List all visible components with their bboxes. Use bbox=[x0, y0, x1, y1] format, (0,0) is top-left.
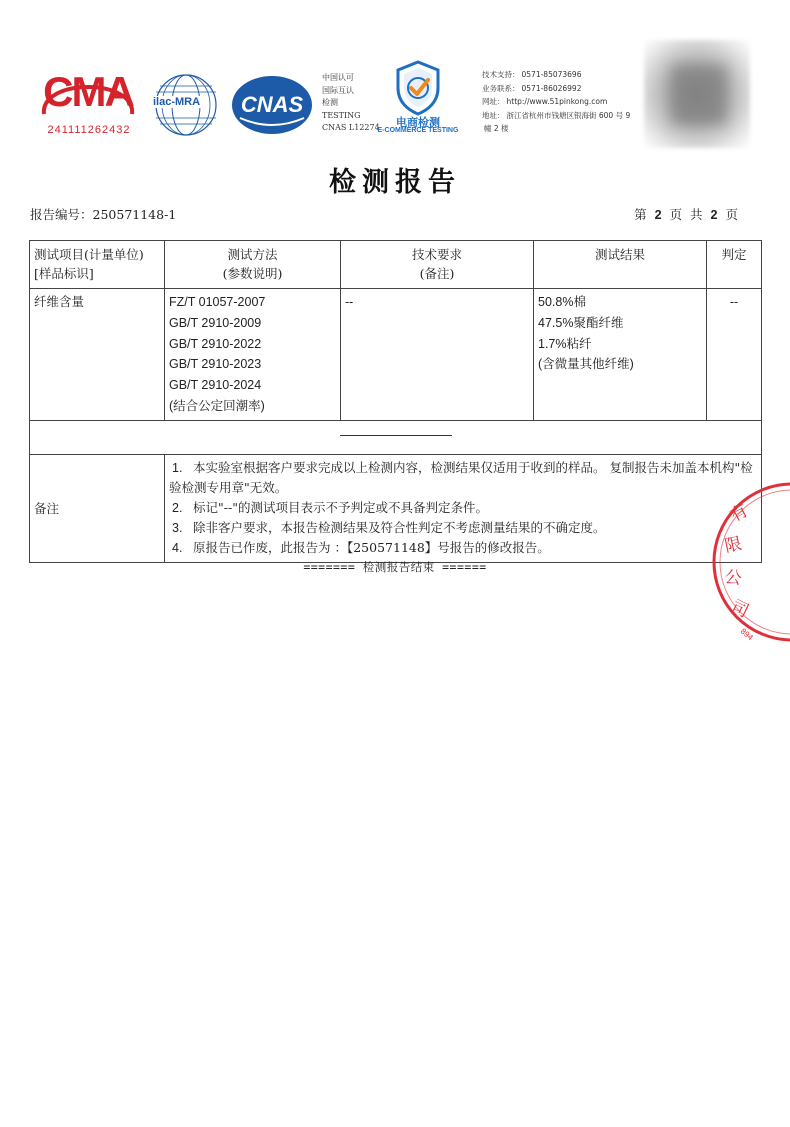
remark-item: 2. 标记"--"的测试项目表示不予判定或不具备判定条件。 bbox=[172, 499, 488, 515]
header-test-item: 测试项目(计量单位) [样品标识] bbox=[30, 241, 165, 289]
cma-logo-text: CMA bbox=[43, 68, 133, 115]
remark-item: 1. 本实验室根据客户要求完成以上检测内容，检测结果仅适用于收到的样品。 复制报告未加盖本机构"检验检测专用章"无效。 bbox=[169, 459, 753, 495]
svg-text:公: 公 bbox=[723, 567, 743, 590]
remark-item: 3. 除非客户要求，本报告检测结果及符合性判定不考虑测量结果的不确定度。 bbox=[172, 519, 606, 535]
report-number: 报告编号：250571148-1 bbox=[30, 207, 177, 222]
page-indicator: 第 2 页 共 2 页 bbox=[634, 207, 738, 222]
table-header-row bbox=[30, 241, 762, 289]
contact-line: 技术支持： 0571-85073696 bbox=[482, 70, 582, 79]
contact-line: 地址： 浙江省杭州市钱塘区银海街 600 号 9 bbox=[482, 110, 631, 120]
table-row bbox=[30, 289, 762, 421]
remarks-row bbox=[30, 454, 762, 562]
svg-text:限: 限 bbox=[722, 533, 744, 557]
header-requirement: 技术要求 (备注) bbox=[341, 241, 534, 289]
accreditation-line: 中国认可 bbox=[322, 73, 354, 82]
contact-block bbox=[482, 68, 652, 136]
cell-judgement: -- bbox=[707, 289, 762, 421]
remark-item: 4. 原报告已作废，此报告为 ：【250571148】号报告的修改报告。 bbox=[172, 539, 550, 555]
header-test-method: 测试方法 (参数说明) bbox=[165, 241, 341, 289]
cell-test-item: 纤维含量 bbox=[30, 289, 165, 421]
company-seal-icon bbox=[700, 480, 790, 650]
accreditation-line: TESTING bbox=[322, 110, 361, 120]
remarks-label: 备注 bbox=[30, 454, 165, 562]
accreditation-line: 检测 bbox=[322, 98, 338, 107]
contact-line: 网址： http://www.51pinkong.com bbox=[482, 97, 608, 107]
ecommerce-shield-check-icon bbox=[394, 60, 442, 116]
divider-line bbox=[340, 435, 452, 436]
header-judgement: 判定 bbox=[707, 241, 762, 289]
cell-requirement: -- bbox=[341, 289, 534, 421]
accreditation-line: 国际互认 bbox=[322, 85, 354, 95]
svg-text:有: 有 bbox=[726, 500, 752, 527]
report-end-mark: ======= 检测报告结束 ====== bbox=[303, 560, 487, 574]
results-table bbox=[29, 240, 762, 563]
accreditation-block bbox=[322, 72, 380, 135]
contact-line: 幢 2 楼 bbox=[484, 124, 509, 134]
cell-test-methods: FZ/T 01057-2007 GB/T 2910-2009 GB/T 2910-2022 GB/T 2910-2023 GB/T 2910-2024 (结合公定回潮率) bbox=[165, 289, 341, 421]
remarks-notes bbox=[165, 454, 762, 562]
blurred-qr-code-center bbox=[672, 66, 726, 124]
svg-text:司: 司 bbox=[727, 596, 752, 622]
report-title: 检测报告 bbox=[329, 167, 461, 198]
ilac-logo-text: ilac-MRA bbox=[153, 96, 201, 108]
header-result: 测试结果 bbox=[534, 241, 707, 289]
table-divider-row bbox=[30, 420, 762, 454]
ecommerce-testing-en: E-COMMERCE TESTING bbox=[377, 127, 459, 134]
accreditation-line: CNAS L12274 bbox=[322, 123, 380, 132]
cma-number: 241111262432 bbox=[47, 124, 131, 136]
cnas-logo-text: CNAS bbox=[240, 92, 304, 117]
svg-text:894: 894 bbox=[738, 626, 755, 643]
contact-line: 业务联系： 0571-86026992 bbox=[482, 83, 582, 93]
cell-results: 50.8%棉 47.5%聚酯纤维 1.7%粘纤 (含微量其他纤维) bbox=[534, 289, 707, 421]
ecommerce-testing-cn: 电商检测 bbox=[396, 116, 440, 129]
